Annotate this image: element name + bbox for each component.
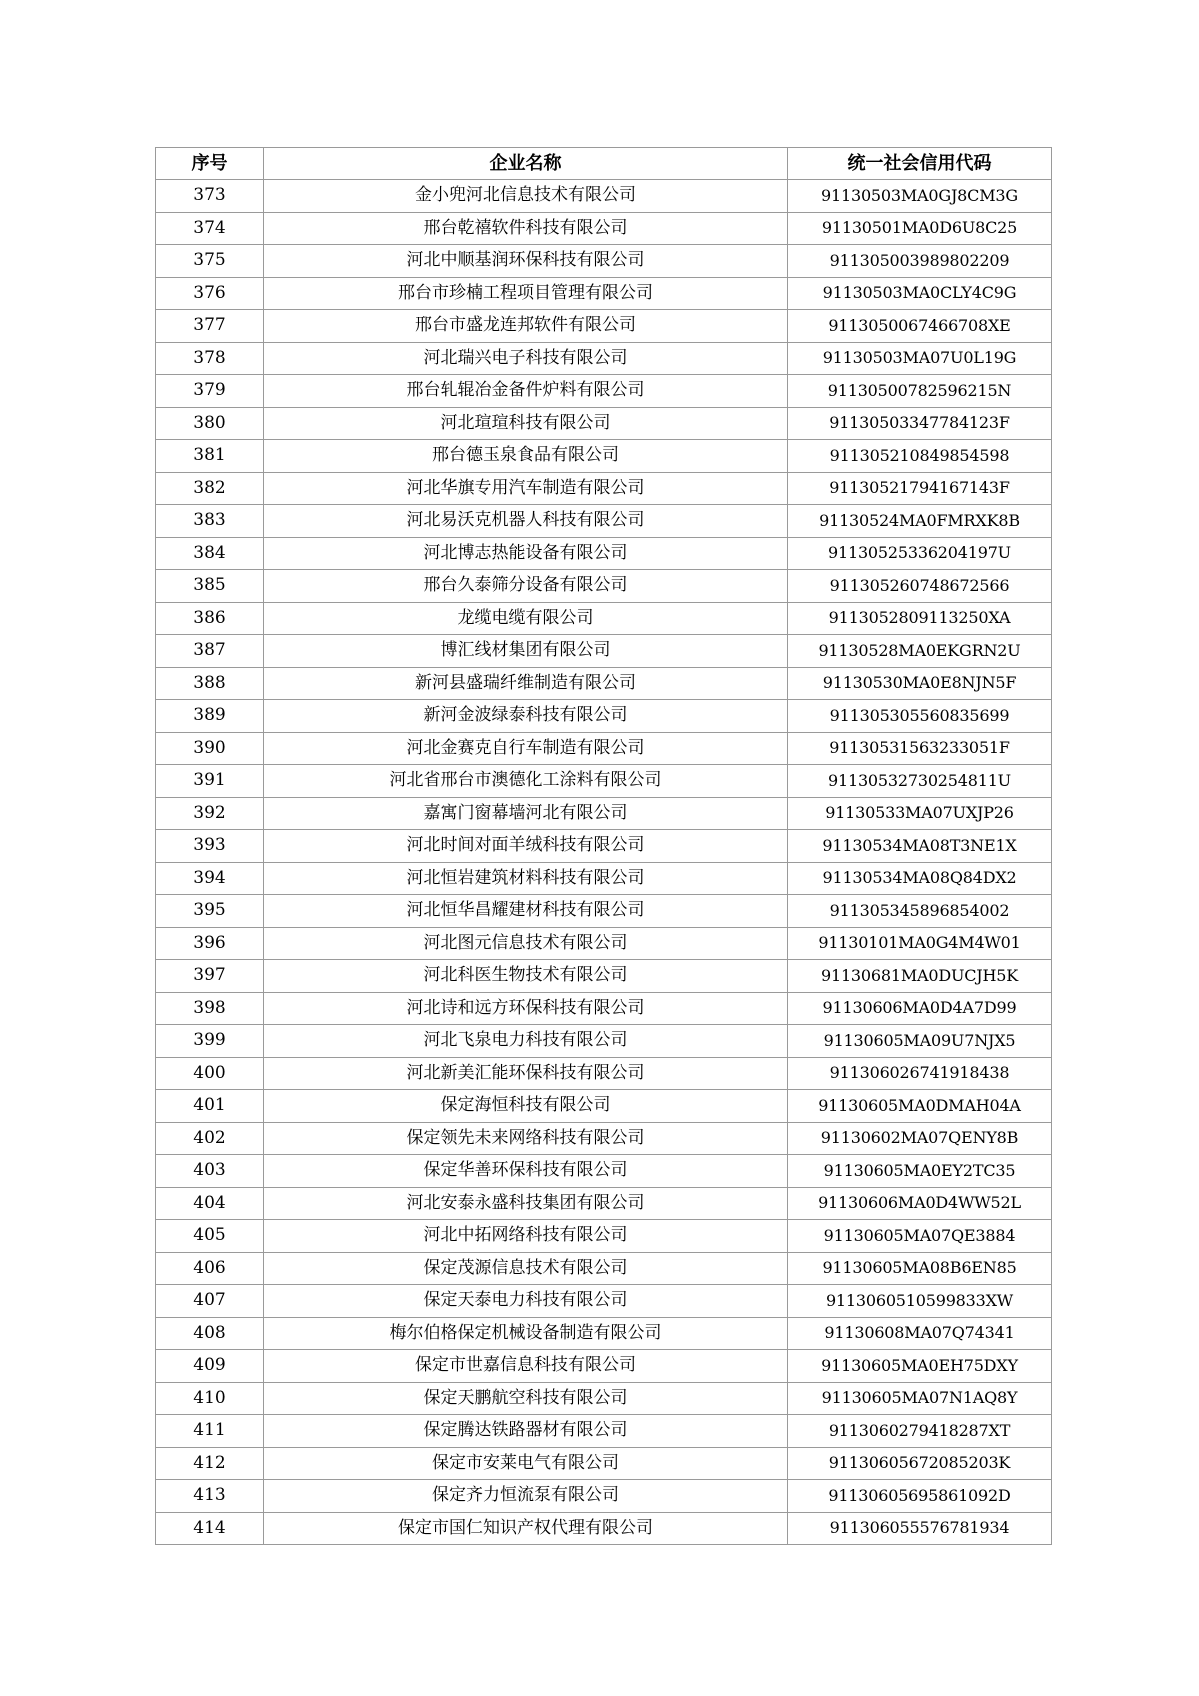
cell-company-name: 河北博志热能设备有限公司	[264, 537, 788, 570]
cell-credit-code: 91130503MA0GJ8CM3G	[788, 180, 1052, 213]
table-row	[156, 1252, 1052, 1285]
cell-serial-number: 405	[156, 1220, 264, 1253]
cell-company-name: 河北时间对面羊绒科技有限公司	[264, 830, 788, 863]
table-body	[156, 180, 1052, 1545]
cell-credit-code: 911305003989802209	[788, 245, 1052, 278]
cell-credit-code: 91130534MA08Q84DX2	[788, 862, 1052, 895]
cell-company-name: 新河县盛瑞纤维制造有限公司	[264, 667, 788, 700]
cell-serial-number: 399	[156, 1025, 264, 1058]
cell-credit-code: 91130534MA08T3NE1X	[788, 830, 1052, 863]
cell-company-name: 新河金波绿泰科技有限公司	[264, 700, 788, 733]
cell-serial-number: 388	[156, 667, 264, 700]
cell-serial-number: 377	[156, 310, 264, 343]
table-row	[156, 895, 1052, 928]
cell-company-name: 保定领先未来网络科技有限公司	[264, 1122, 788, 1155]
cell-serial-number: 386	[156, 602, 264, 635]
cell-credit-code: 911306055576781934	[788, 1512, 1052, 1545]
table-row	[156, 245, 1052, 278]
cell-serial-number: 383	[156, 505, 264, 538]
cell-credit-code: 91130605MA0EY2TC35	[788, 1155, 1052, 1188]
cell-company-name: 河北金赛克自行车制造有限公司	[264, 732, 788, 765]
cell-company-name: 河北华旗专用汽车制造有限公司	[264, 472, 788, 505]
cell-company-name: 梅尔伯格保定机械设备制造有限公司	[264, 1317, 788, 1350]
table-row	[156, 1447, 1052, 1480]
table-row	[156, 667, 1052, 700]
cell-serial-number: 398	[156, 992, 264, 1025]
table-row	[156, 862, 1052, 895]
cell-company-name: 河北恒华昌耀建材科技有限公司	[264, 895, 788, 928]
cell-serial-number: 396	[156, 927, 264, 960]
cell-company-name: 金小兜河北信息技术有限公司	[264, 180, 788, 213]
cell-credit-code: 91130608MA07Q74341	[788, 1317, 1052, 1350]
cell-credit-code: 91130605MA07N1AQ8Y	[788, 1382, 1052, 1415]
table-row	[156, 1317, 1052, 1350]
cell-company-name: 嘉寓门窗幕墙河北有限公司	[264, 797, 788, 830]
table-row	[156, 960, 1052, 993]
cell-credit-code: 91130525336204197U	[788, 537, 1052, 570]
table-row	[156, 992, 1052, 1025]
cell-credit-code: 91130605MA07QE3884	[788, 1220, 1052, 1253]
cell-serial-number: 411	[156, 1415, 264, 1448]
table-row	[156, 180, 1052, 213]
cell-serial-number: 414	[156, 1512, 264, 1545]
cell-company-name: 保定市国仁知识产权代理有限公司	[264, 1512, 788, 1545]
cell-company-name: 保定齐力恒流泵有限公司	[264, 1480, 788, 1513]
cell-credit-code: 911305210849854598	[788, 440, 1052, 473]
table-row	[156, 375, 1052, 408]
cell-serial-number: 385	[156, 570, 264, 603]
cell-serial-number: 394	[156, 862, 264, 895]
cell-credit-code: 91130101MA0G4M4W01	[788, 927, 1052, 960]
table-row	[156, 277, 1052, 310]
cell-company-name: 保定腾达铁路器材有限公司	[264, 1415, 788, 1448]
table-row	[156, 732, 1052, 765]
cell-credit-code: 91130681MA0DUCJH5K	[788, 960, 1052, 993]
cell-serial-number: 391	[156, 765, 264, 798]
cell-credit-code: 91130606MA0D4A7D99	[788, 992, 1052, 1025]
cell-serial-number: 380	[156, 407, 264, 440]
table-row	[156, 310, 1052, 343]
header-credit-code: 统一社会信用代码	[788, 148, 1052, 180]
cell-company-name: 保定天鹏航空科技有限公司	[264, 1382, 788, 1415]
table-row	[156, 1220, 1052, 1253]
table-row	[156, 472, 1052, 505]
cell-serial-number: 410	[156, 1382, 264, 1415]
cell-company-name: 保定市世嘉信息科技有限公司	[264, 1350, 788, 1383]
cell-credit-code: 91130605MA0EH75DXY	[788, 1350, 1052, 1383]
cell-credit-code: 91130530MA0E8NJN5F	[788, 667, 1052, 700]
cell-credit-code: 91130602MA07QENY8B	[788, 1122, 1052, 1155]
cell-company-name: 河北图元信息技术有限公司	[264, 927, 788, 960]
cell-serial-number: 378	[156, 342, 264, 375]
cell-company-name: 邢台轧辊冶金备件炉料有限公司	[264, 375, 788, 408]
cell-serial-number: 375	[156, 245, 264, 278]
table-row	[156, 1480, 1052, 1513]
cell-credit-code: 91130532730254811U	[788, 765, 1052, 798]
table-row	[156, 1090, 1052, 1123]
cell-company-name: 邢台久泰筛分设备有限公司	[264, 570, 788, 603]
table-row	[156, 1057, 1052, 1090]
cell-credit-code: 91130533MA07UXJP26	[788, 797, 1052, 830]
cell-credit-code: 91130503MA07U0L19G	[788, 342, 1052, 375]
cell-serial-number: 379	[156, 375, 264, 408]
header-company-name: 企业名称	[264, 148, 788, 180]
cell-company-name: 保定海恒科技有限公司	[264, 1090, 788, 1123]
cell-company-name: 龙缆电缆有限公司	[264, 602, 788, 635]
cell-credit-code: 91130501MA0D6U8C25	[788, 212, 1052, 245]
cell-serial-number: 390	[156, 732, 264, 765]
cell-serial-number: 400	[156, 1057, 264, 1090]
header-row	[156, 148, 1052, 180]
cell-company-name: 保定市安莱电气有限公司	[264, 1447, 788, 1480]
cell-serial-number: 406	[156, 1252, 264, 1285]
cell-credit-code: 91130605MA0DMAH04A	[788, 1090, 1052, 1123]
table-header	[156, 148, 1052, 180]
cell-credit-code: 91130605MA08B6EN85	[788, 1252, 1052, 1285]
table-row	[156, 505, 1052, 538]
cell-credit-code: 9113060510599833XW	[788, 1285, 1052, 1318]
cell-credit-code: 911306026741918438	[788, 1057, 1052, 1090]
cell-serial-number: 392	[156, 797, 264, 830]
cell-serial-number: 404	[156, 1187, 264, 1220]
table-row	[156, 1415, 1052, 1448]
cell-company-name: 邢台市盛龙连邦软件有限公司	[264, 310, 788, 343]
company-credit-table	[155, 147, 1052, 1545]
cell-credit-code: 91130503MA0CLY4C9G	[788, 277, 1052, 310]
cell-serial-number: 402	[156, 1122, 264, 1155]
cell-company-name: 保定华善环保科技有限公司	[264, 1155, 788, 1188]
cell-serial-number: 408	[156, 1317, 264, 1350]
cell-credit-code: 91130503347784123F	[788, 407, 1052, 440]
table-row	[156, 1512, 1052, 1545]
cell-credit-code: 91130605672085203K	[788, 1447, 1052, 1480]
cell-company-name: 河北安泰永盛科技集团有限公司	[264, 1187, 788, 1220]
table-row	[156, 1155, 1052, 1188]
cell-company-name: 邢台市珍楠工程项目管理有限公司	[264, 277, 788, 310]
cell-credit-code: 911305345896854002	[788, 895, 1052, 928]
cell-serial-number: 376	[156, 277, 264, 310]
table-row	[156, 407, 1052, 440]
table-row	[156, 1025, 1052, 1058]
table-row	[156, 602, 1052, 635]
table-row	[156, 635, 1052, 668]
cell-company-name: 博汇线材集团有限公司	[264, 635, 788, 668]
cell-serial-number: 401	[156, 1090, 264, 1123]
table-row	[156, 1350, 1052, 1383]
cell-credit-code: 91130605MA09U7NJX5	[788, 1025, 1052, 1058]
table-row	[156, 537, 1052, 570]
table-row	[156, 797, 1052, 830]
cell-credit-code: 9113050067466708XE	[788, 310, 1052, 343]
cell-serial-number: 374	[156, 212, 264, 245]
cell-company-name: 河北中顺基润环保科技有限公司	[264, 245, 788, 278]
cell-company-name: 邢台德玉泉食品有限公司	[264, 440, 788, 473]
cell-credit-code: 91130606MA0D4WW52L	[788, 1187, 1052, 1220]
cell-company-name: 河北新美汇能环保科技有限公司	[264, 1057, 788, 1090]
cell-serial-number: 387	[156, 635, 264, 668]
cell-serial-number: 397	[156, 960, 264, 993]
table-row	[156, 1122, 1052, 1155]
table-row	[156, 570, 1052, 603]
cell-serial-number: 373	[156, 180, 264, 213]
cell-credit-code: 91130521794167143F	[788, 472, 1052, 505]
cell-company-name: 河北飞泉电力科技有限公司	[264, 1025, 788, 1058]
table-row	[156, 700, 1052, 733]
cell-credit-code: 91130528MA0EKGRN2U	[788, 635, 1052, 668]
cell-company-name: 河北诗和远方环保科技有限公司	[264, 992, 788, 1025]
header-serial-number: 序号	[156, 148, 264, 180]
cell-serial-number: 389	[156, 700, 264, 733]
cell-credit-code: 9113052809113250XA	[788, 602, 1052, 635]
table-row	[156, 1382, 1052, 1415]
cell-serial-number: 412	[156, 1447, 264, 1480]
cell-serial-number: 407	[156, 1285, 264, 1318]
cell-serial-number: 393	[156, 830, 264, 863]
cell-company-name: 邢台乾禧软件科技有限公司	[264, 212, 788, 245]
table-row	[156, 1187, 1052, 1220]
cell-company-name: 河北易沃克机器人科技有限公司	[264, 505, 788, 538]
cell-serial-number: 382	[156, 472, 264, 505]
table-row	[156, 1285, 1052, 1318]
table-row	[156, 440, 1052, 473]
cell-credit-code: 91130531563233051F	[788, 732, 1052, 765]
cell-credit-code: 911305305560835699	[788, 700, 1052, 733]
table-row	[156, 927, 1052, 960]
cell-credit-code: 91130524MA0FMRXK8B	[788, 505, 1052, 538]
table-row	[156, 830, 1052, 863]
cell-company-name: 河北恒岩建筑材料科技有限公司	[264, 862, 788, 895]
cell-serial-number: 403	[156, 1155, 264, 1188]
cell-credit-code: 9113050078259621​5N	[788, 375, 1052, 408]
cell-company-name: 河北省邢台市澳德化工涂料有限公司	[264, 765, 788, 798]
cell-company-name: 保定茂源信息技术有限公司	[264, 1252, 788, 1285]
cell-serial-number: 395	[156, 895, 264, 928]
cell-serial-number: 409	[156, 1350, 264, 1383]
cell-credit-code: 911305260748672566	[788, 570, 1052, 603]
cell-company-name: 河北科医生物技术有限公司	[264, 960, 788, 993]
cell-serial-number: 381	[156, 440, 264, 473]
cell-serial-number: 384	[156, 537, 264, 570]
cell-serial-number: 413	[156, 1480, 264, 1513]
cell-company-name: 河北中拓网络科技有限公司	[264, 1220, 788, 1253]
cell-company-name: 河北瑞兴电子科技有限公司	[264, 342, 788, 375]
cell-credit-code: 9113060279418287XT	[788, 1415, 1052, 1448]
table-row	[156, 765, 1052, 798]
cell-company-name: 保定天泰电力科技有限公司	[264, 1285, 788, 1318]
table-row	[156, 212, 1052, 245]
cell-company-name: 河北瑄瑄科技有限公司	[264, 407, 788, 440]
table-row	[156, 342, 1052, 375]
cell-credit-code: 91130605695861092D	[788, 1480, 1052, 1513]
